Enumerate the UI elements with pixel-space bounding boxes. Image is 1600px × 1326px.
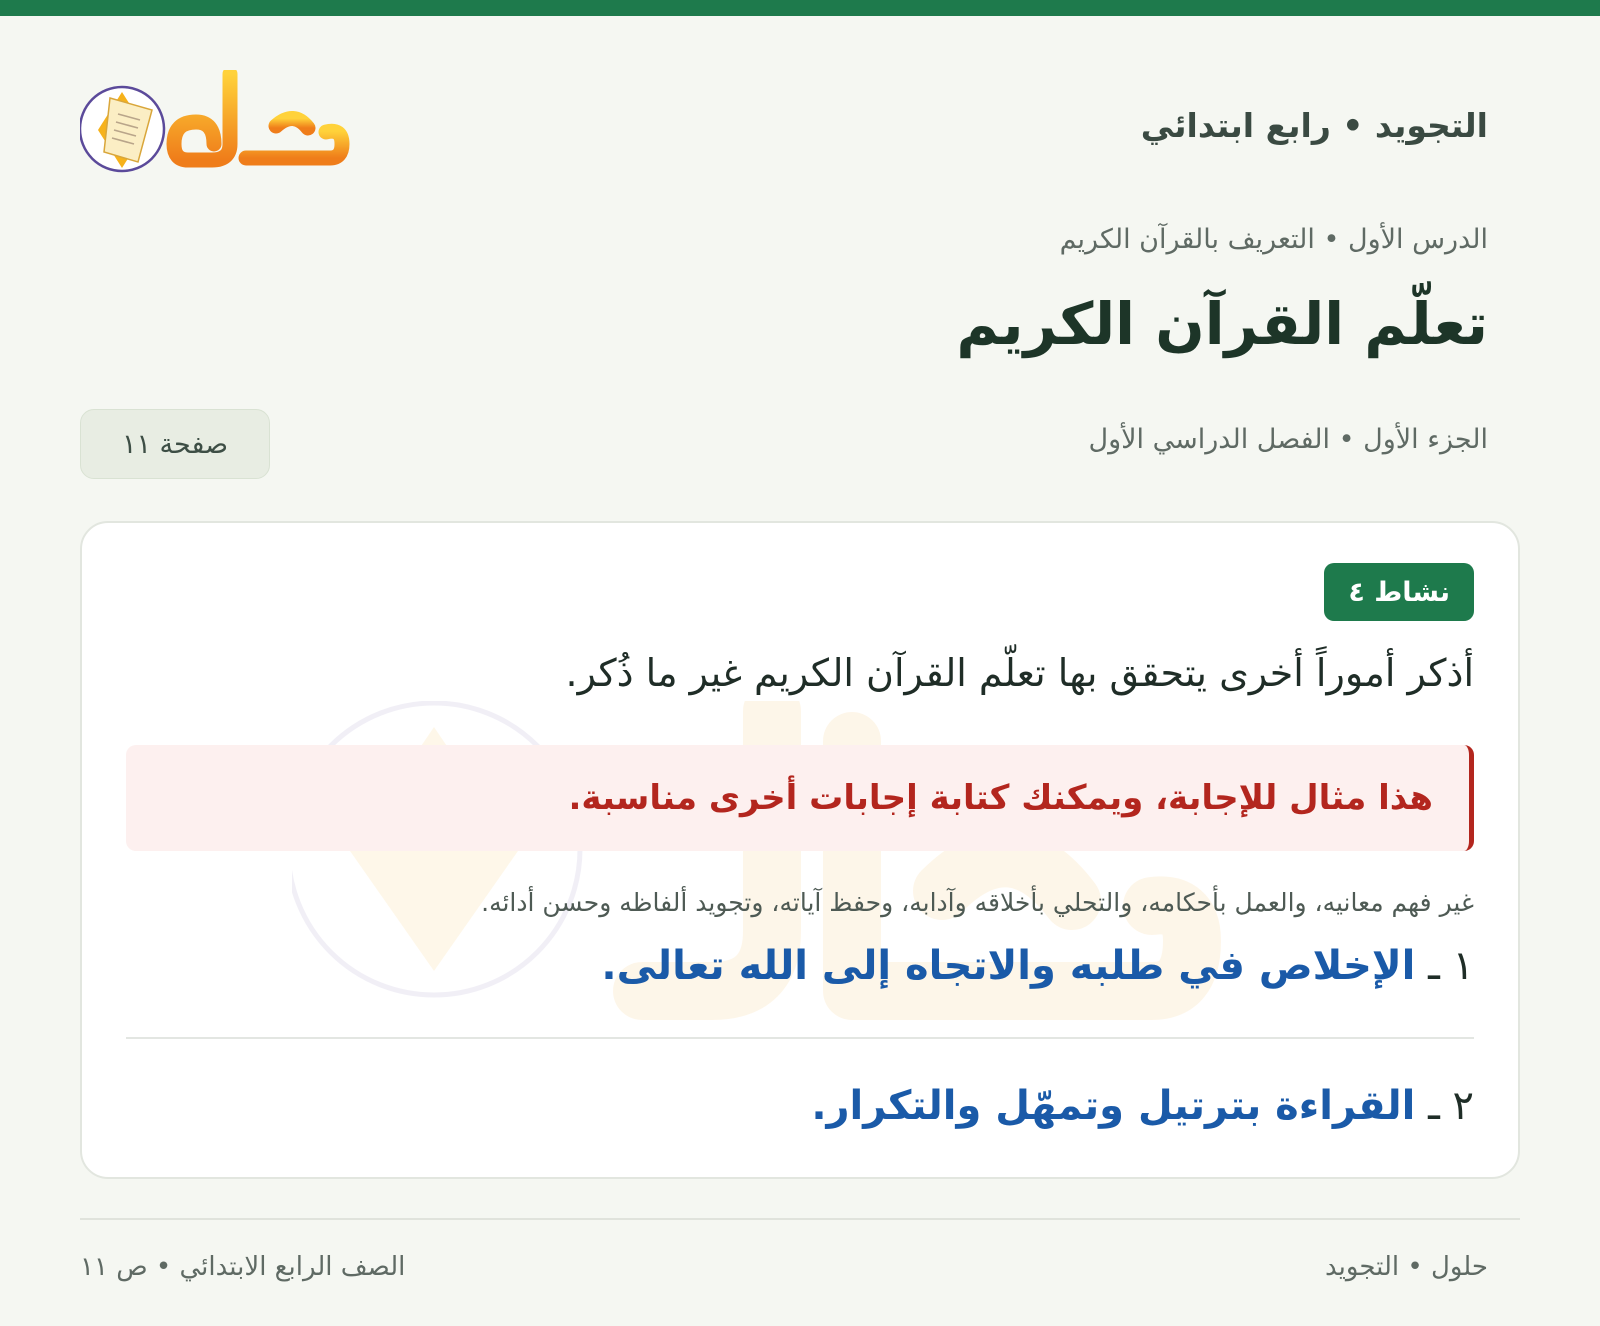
page-number-badge: صفحة ١١	[80, 409, 270, 479]
footer-site-subject: حلول • التجويد	[1325, 1252, 1488, 1282]
footer-divider	[80, 1218, 1520, 1220]
lesson-title: تعلّم القرآن الكريم	[956, 290, 1488, 358]
answer-item-text: القراءة بترتيل وتمهّل والتكرار.	[811, 1083, 1416, 1129]
answer-item-text: الإخلاص في طلبه والاتجاه إلى الله تعالى.	[601, 943, 1416, 989]
lesson-subtitle: الدرس الأول • التعريف بالقرآن الكريم	[1059, 224, 1488, 255]
answer-divider	[126, 1037, 1474, 1039]
hulul-logo-icon	[80, 70, 360, 180]
hulul-logo[interactable]	[80, 70, 360, 180]
subject-grade-title: التجويد • رابع ابتدائي	[1140, 106, 1488, 145]
answer-item-number: ٢ ـ	[1415, 1083, 1474, 1129]
activity-card	[80, 521, 1520, 1179]
top-accent-bar	[0, 0, 1600, 16]
footer-grade-page: الصف الرابع الابتدائي • ص ١١	[80, 1252, 406, 1282]
activity-badge: نشاط ٤	[1324, 563, 1474, 621]
term-part-line: الجزء الأول • الفصل الدراسي الأول	[1088, 424, 1488, 455]
note-text: هذا مثال للإجابة، ويمكنك كتابة إجابات أخرى مناسبة.	[568, 778, 1433, 818]
answer-item-number: ١ ـ	[1415, 943, 1474, 989]
answer-item-1	[601, 943, 1474, 989]
page-header	[80, 70, 1488, 180]
activity-question: أذكر أموراً أخرى يتحقق بها تعلّم القرآن الكريم غير ما ذُكر.	[565, 651, 1474, 695]
answer-item-2	[811, 1083, 1474, 1129]
answer-example-note	[126, 745, 1474, 851]
answer-intro-text: غير فهم معانيه، والعمل بأحكامه، والتحلي بأخلاقه وآدابه، وحفظ آياته، وتجويد ألفاظه وحسن أدائه.	[481, 888, 1474, 917]
